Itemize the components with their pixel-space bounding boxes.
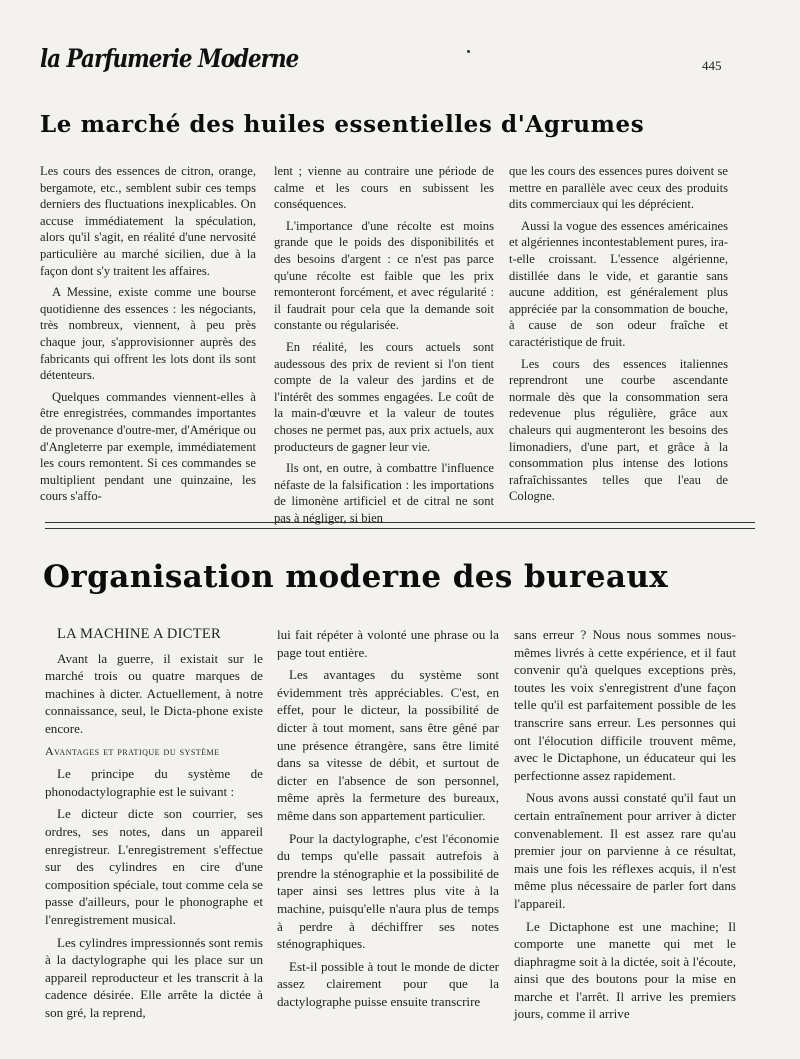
paragraph: Le Dictaphone est une machine; Il comporte une manette qui met le diaphragme soit à la dictée, soit à l'écoute, ainsi que des boutons pour la mise en marche et l'arrêt. Il arrive les premiers jours, comme il arrive [514,918,736,1022]
paragraph: L'importance d'une récolte est moins grande que le poids des disponibilités et des besoins d'argent : ce n'est pas parce qu'une récolte est faible que les prix remonteront forcément, et avec régularité : il faudrait pour cela que la demande soit constante ou régularisée. [274,218,494,333]
paragraph: Pour la dactylographe, c'est l'économie du temps qu'elle passait autrefois à prendre la sténographie et la possibilité de taper ainsi ses lettres plus vite à la machine, puisqu'elle n'aura plus de temps à perdre à déchiffrer ses notes sténographiques. [277,830,499,952]
paragraph: que les cours des essences pures doivent se mettre en parallèle avec ceux des produits dits commerciaux qui les déprécient. [509,164,728,212]
article1-column-3 [509,163,728,510]
page-number: 445 [702,58,722,73]
article2-column-1 [45,626,263,1026]
paragraph: lui fait répéter à volonté une phrase ou la page tout entière. [277,627,499,660]
divider-line [45,528,755,529]
article1-column-1 [40,163,256,510]
print-mark [467,50,470,53]
paragraph: Les cours des essences italiennes reprendront une courbe ascendante normale dès que la consommation sera redevenue plus régulière, grâce aux chaleurs qui augmenteront les besoins des limonadiers, d'une part, et grâce à la consommation plus intense des lotions rafraîchissantes telles que l'eau de Cologne. [509,356,728,504]
paragraph: Ils ont, en outre, à combattre l'influence néfaste de la falsification : les importations de limonène artificiel et de citral ne sont pas à négliger, si bien [274,461,494,525]
section-divider [45,522,755,532]
paragraph: Le principe du système de phonodactylographie est le suivant : [45,766,263,799]
paragraph: Nous avons aussi constaté qu'il faut un certain entraînement pour arriver à dicter convenablement. Il est assez rare qu'au premier jour on parvienne à ce résultat, mais une fois les réflexes acquis, il n'est même plus nécessaire de parler fort dans l'appareil. [514,790,736,911]
masthead-logo: la Parfumerie Moderne [40,44,299,73]
paragraph: En réalité, les cours actuels sont audessous des prix de revient si l'on tient compte de la valeur des jardins et de l'intérêt des sommes engagées. Le coût de la main-d'œuvre et la valeur de toutes choses ne permet pas, aux prix actuels, aux producteurs de gagner leur vie. [274,339,494,454]
article2-column-2 [277,626,499,1015]
paragraph: lent ; vienne au contraire une période de calme et les cours en subissent les conséquences. [274,164,494,212]
section-subheading: Avantages et pratique du système [45,743,220,758]
paragraph: A Messine, existe comme une bourse quotidienne des essences : les négociants, très nombreux, viennent, à peu près chaque jour, s'approvisionner auprès des fabricants qui offrent les lots dont ils sont détenteurs. [40,285,256,383]
paragraph: Aussi la vogue des essences américaines et algériennes incontestablement pures, ira-t-elle croissant. L'essence algérienne, distillée dans le vide, et garantie sans aucune addition, est généralement plus appréciée par la consommation de bouche, à cause de son odeur fraîche et caractéristique de fruit. [509,218,728,349]
paragraph: Avant la guerre, il existait sur le marché trois ou quatre marques de machines à dicter. Actuellement, à notre connaissance, seul, le Dicta-phone existe encore. [45,650,263,736]
paragraph: Les avantages du système sont évidemment très appréciables. C'est, en effet, pour le dicteur, la possibilité de dicter à tout moment, sans être gêné par une présence étrangère, sans être limité dans sa vitesse de débit, et surtout de dicter en l'absence de son personnel, même après la fermeture des bureaux, même dans son appartement particulier. [277,667,499,823]
paragraph: sans erreur ? Nous nous sommes nous-mêmes livrés à cette expérience, et il faut convenir qu'à quelques exceptions près, toutes les voix s'enregistrent d'une façon telle qu'il est parfaitement possible de les transcrire sans erreur. Les personnes qui ont l'élocution difficile trouvent même, avec le Dictaphone, un éducateur qui les perfectionne assez rapidement. [514,627,736,783]
section-heading: LA MACHINE A DICTER [57,626,221,642]
article2-column-3 [514,626,736,1028]
article-title: Le marché des huiles essentielles d'Agrumes [40,111,645,138]
article-title: Organisation moderne des bureaux [43,559,669,595]
paragraph: Les cylindres impressionnés sont remis à la dactylographe qui les place sur un appareil reproducteur et les transcrit à la cadence désirée. Elle arrête la dictée à son gré, la reprend, [45,934,263,1020]
paragraph: Est-il possible à tout le monde de dicter assez clairement pour que la dactylographe puisse ensuite transcrire [277,958,499,1009]
paragraph: Le dicteur dicte son courrier, ses ordres, ses notes, dans un appareil enregistreur. L'enregistrement s'effectue sur des cylindres en cire d'une composition spéciale, tout comme cela se passe d'ailleurs, pour le phonographe et l'enregistrement musical. [45,806,263,927]
paragraph: Les cours des essences de citron, orange, bergamote, etc., semblent subir ces temps derniers des fluctuations inexplicables. On accuse immédiatement la spéculation, alors qu'il s'agit, en réalité d'une nervosité particulière au marché sicilien, due à la façon dont s'y traitent les affaires. [40,164,256,278]
article1-column-2 [274,163,494,531]
paragraph: Quelques commandes viennent-elles à être enregistrées, commandes importantes de provenance d'outre-mer, d'Amérique ou d'Angleterre par exemple, immédiatement les cours remontent. Si ces commandes se multiplient pendant une quinzaine, les cours s'affo- [40,389,256,504]
divider-line [45,522,755,523]
